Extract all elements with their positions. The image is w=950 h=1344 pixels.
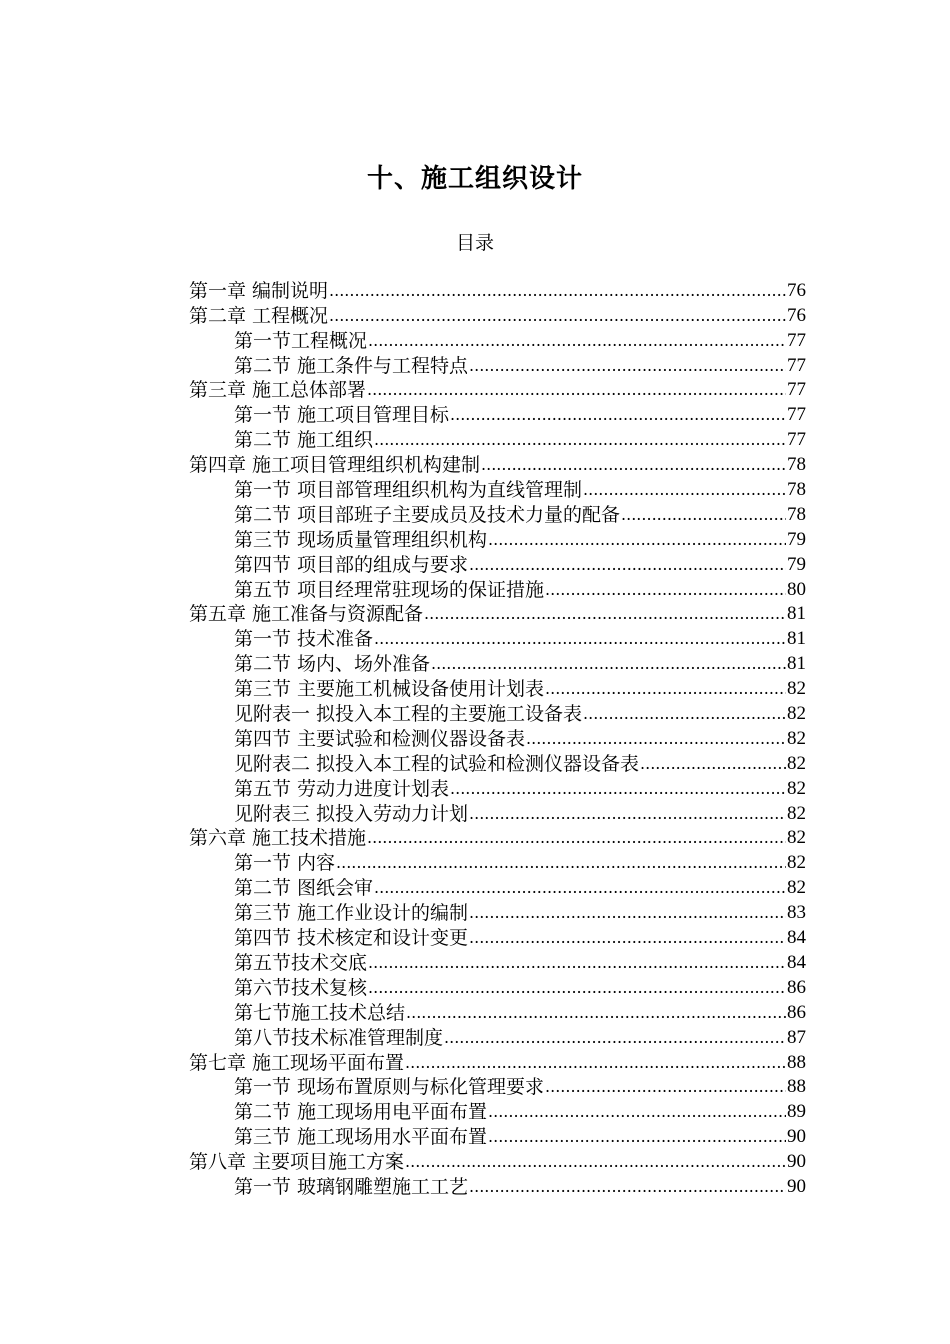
toc-entry-title: 第五章 施工准备与资源配备 [189,603,424,626]
toc-entry-title: 第八节技术标准管理制度 [234,1026,444,1049]
toc-dot-leader [336,851,786,875]
toc-page-number: 80 [787,578,806,600]
toc-section-entry[interactable] [189,975,806,1000]
toc-dot-leader [329,279,786,303]
toc-entry-title: 第一节工程概况 [234,329,368,352]
toc-section-entry[interactable] [189,626,806,651]
toc-dot-leader [583,478,786,502]
toc-section-entry[interactable] [189,925,806,950]
toc-dot-leader [545,1075,786,1099]
toc-chapter-entry[interactable] [189,1149,806,1174]
toc-dot-leader [469,802,786,826]
toc-entry-title: 第四节 主要试验和检测仪器设备表 [234,727,526,750]
toc-section-entry[interactable] [189,801,806,826]
toc-entry-title: 第二节 项目部班子主要成员及技术力量的配备 [234,503,621,526]
toc-page-number: 89 [787,1101,806,1123]
toc-section-entry[interactable] [189,676,806,701]
toc-dot-leader [406,1001,786,1025]
toc-entry-title: 第二节 施工组织 [234,429,374,452]
toc-section-entry[interactable] [189,402,806,427]
toc-entry-title: 第一节 现场布置原则与标化管理要求 [234,1076,545,1099]
toc-page-number: 84 [787,927,806,949]
toc-entry-title: 第五节技术交底 [234,951,368,974]
toc-dot-leader [368,329,786,353]
toc-entry-title: 第二节 图纸会审 [234,877,374,900]
toc-entry-title: 见附表二 拟投入本工程的试验和检测仪器设备表 [234,752,640,775]
toc-dot-leader [621,503,786,527]
toc-dot-leader [374,627,786,651]
toc-entry-title: 第四节 技术核定和设计变更 [234,927,469,950]
toc-entry-title: 第二节 施工现场用电平面布置 [234,1101,488,1124]
toc-dot-leader [488,528,786,552]
toc-entry-title: 第四节 项目部的组成与要求 [234,553,469,576]
toc-page-number: 78 [787,479,806,501]
toc-dot-leader [368,976,786,1000]
toc-dot-leader [469,901,786,925]
toc-page-number: 82 [787,727,806,749]
toc-page-number: 82 [787,678,806,700]
toc-dot-leader [640,752,786,776]
toc-dot-leader [374,876,786,900]
toc-section-entry[interactable] [189,701,806,726]
toc-section-entry[interactable] [189,651,806,676]
toc-dot-leader [545,578,786,602]
toc-page-number: 81 [787,653,806,675]
toc-chapter-entry[interactable] [189,1050,806,1075]
toc-section-entry[interactable] [189,950,806,975]
toc-section-entry[interactable] [189,577,806,602]
toc-entry-title: 第一节 项目部管理组织机构为直线管理制 [234,479,583,502]
toc-page-number: 90 [787,1151,806,1173]
toc-entry-title: 第五节 项目经理常驻现场的保证措施 [234,578,545,601]
toc-page-number: 77 [787,429,806,451]
toc-page-number: 78 [787,503,806,525]
toc-page-number: 90 [787,1126,806,1148]
toc-page-number: 86 [787,976,806,998]
toc-entry-title: 第二节 场内、场外准备 [234,653,431,676]
toc-dot-leader [545,677,786,701]
toc-dot-leader [450,777,786,801]
toc-entry-title: 第二节 施工条件与工程特点 [234,354,469,377]
toc-section-entry[interactable] [189,1025,806,1050]
toc-dot-leader [444,1026,786,1050]
toc-dot-leader [424,602,786,626]
toc-dot-leader [469,553,786,577]
toc-dot-leader [367,826,786,850]
toc-page-number: 77 [787,379,806,401]
toc-section-entry[interactable] [189,328,806,353]
table-of-contents [189,278,806,1199]
toc-section-entry[interactable] [189,1000,806,1025]
toc-page-number: 76 [787,304,806,326]
toc-entry-title: 第一节 施工项目管理目标 [234,404,450,427]
toc-chapter-entry[interactable] [189,602,806,627]
toc-entry-title: 第七节施工技术总结 [234,1001,406,1024]
toc-dot-leader [405,1051,786,1075]
toc-page-number: 77 [787,404,806,426]
document-title: 十、施工组织设计 [366,164,583,194]
toc-dot-leader [469,354,786,378]
toc-entry-title: 第一节 技术准备 [234,628,374,651]
toc-entry-title: 见附表三 拟投入劳动力计划 [234,802,469,825]
toc-section-entry[interactable] [189,1124,806,1149]
toc-heading: 目录 [455,232,494,254]
toc-chapter-entry[interactable] [189,452,806,477]
toc-page-number: 84 [787,951,806,973]
toc-dot-leader [469,926,786,950]
toc-entry-title: 第六节技术复核 [234,976,368,999]
toc-section-entry[interactable] [189,552,806,577]
toc-section-entry[interactable] [189,427,806,452]
toc-entry-title: 第三节 施工现场用水平面布置 [234,1126,488,1149]
toc-entry-title: 第四章 施工项目管理组织机构建制 [189,454,481,477]
toc-dot-leader [469,1175,786,1199]
toc-section-entry[interactable] [189,1075,806,1100]
toc-entry-title: 第三节 主要施工机械设备使用计划表 [234,678,545,701]
toc-entry-title: 第三节 施工作业设计的编制 [234,902,469,925]
toc-section-entry[interactable] [189,900,806,925]
toc-dot-leader [431,652,786,676]
toc-page-number: 76 [787,279,806,301]
toc-dot-leader [329,304,786,328]
toc-page-number: 82 [787,752,806,774]
toc-page-number: 90 [787,1175,806,1197]
toc-entry-title: 第一章 编制说明 [189,279,329,302]
toc-entry-title: 见附表一 拟投入本工程的主要施工设备表 [234,703,583,726]
toc-dot-leader [488,1125,786,1149]
toc-dot-leader [488,1100,786,1124]
toc-dot-leader [368,951,786,975]
toc-page-number: 81 [787,603,806,625]
toc-entry-title: 第三节 现场质量管理组织机构 [234,528,488,551]
toc-page-number: 82 [787,827,806,849]
toc-dot-leader [405,1150,786,1174]
toc-entry-title: 第六章 施工技术措施 [189,827,367,850]
toc-dot-leader [526,727,786,751]
toc-section-entry[interactable] [189,875,806,900]
toc-page-number: 79 [787,528,806,550]
toc-section-entry[interactable] [189,751,806,776]
toc-entry-title: 第八章 主要项目施工方案 [189,1151,405,1174]
toc-chapter-entry[interactable] [189,826,806,851]
toc-page-number: 87 [787,1026,806,1048]
toc-entry-title: 第一节 玻璃钢雕塑施工工艺 [234,1175,469,1198]
toc-section-entry[interactable] [189,527,806,552]
toc-chapter-entry[interactable] [189,278,806,303]
toc-page-number: 77 [787,354,806,376]
toc-page-number: 77 [787,329,806,351]
toc-page-number: 82 [787,802,806,824]
toc-dot-leader [583,702,786,726]
toc-dot-leader [374,428,786,452]
toc-entry-title: 第三章 施工总体部署 [189,379,367,402]
toc-section-entry[interactable] [189,1099,806,1124]
toc-page-number: 86 [787,1001,806,1023]
toc-chapter-entry[interactable] [189,303,806,328]
toc-page-number: 83 [787,902,806,924]
toc-dot-leader [450,403,786,427]
toc-page-number: 81 [787,628,806,650]
toc-page-number: 82 [787,877,806,899]
toc-section-entry[interactable] [189,353,806,378]
toc-section-entry[interactable] [189,502,806,527]
toc-page-number: 82 [787,777,806,799]
toc-page-number: 88 [787,1051,806,1073]
toc-page-number: 82 [787,703,806,725]
toc-page-number: 78 [787,454,806,476]
toc-section-entry[interactable] [189,850,806,875]
toc-entry-title: 第一节 内容 [234,852,336,875]
toc-page-number: 79 [787,553,806,575]
toc-entry-title: 第五节 劳动力进度计划表 [234,777,450,800]
toc-entry-title: 第二章 工程概况 [189,304,329,327]
toc-chapter-entry[interactable] [189,378,806,403]
toc-section-entry[interactable] [189,726,806,751]
toc-entry-title: 第七章 施工现场平面布置 [189,1051,405,1074]
toc-page-number: 88 [787,1076,806,1098]
toc-dot-leader [481,453,786,477]
toc-page-number: 82 [787,852,806,874]
toc-section-entry[interactable] [189,1174,806,1199]
toc-section-entry[interactable] [189,477,806,502]
toc-dot-leader [367,378,786,402]
toc-section-entry[interactable] [189,776,806,801]
